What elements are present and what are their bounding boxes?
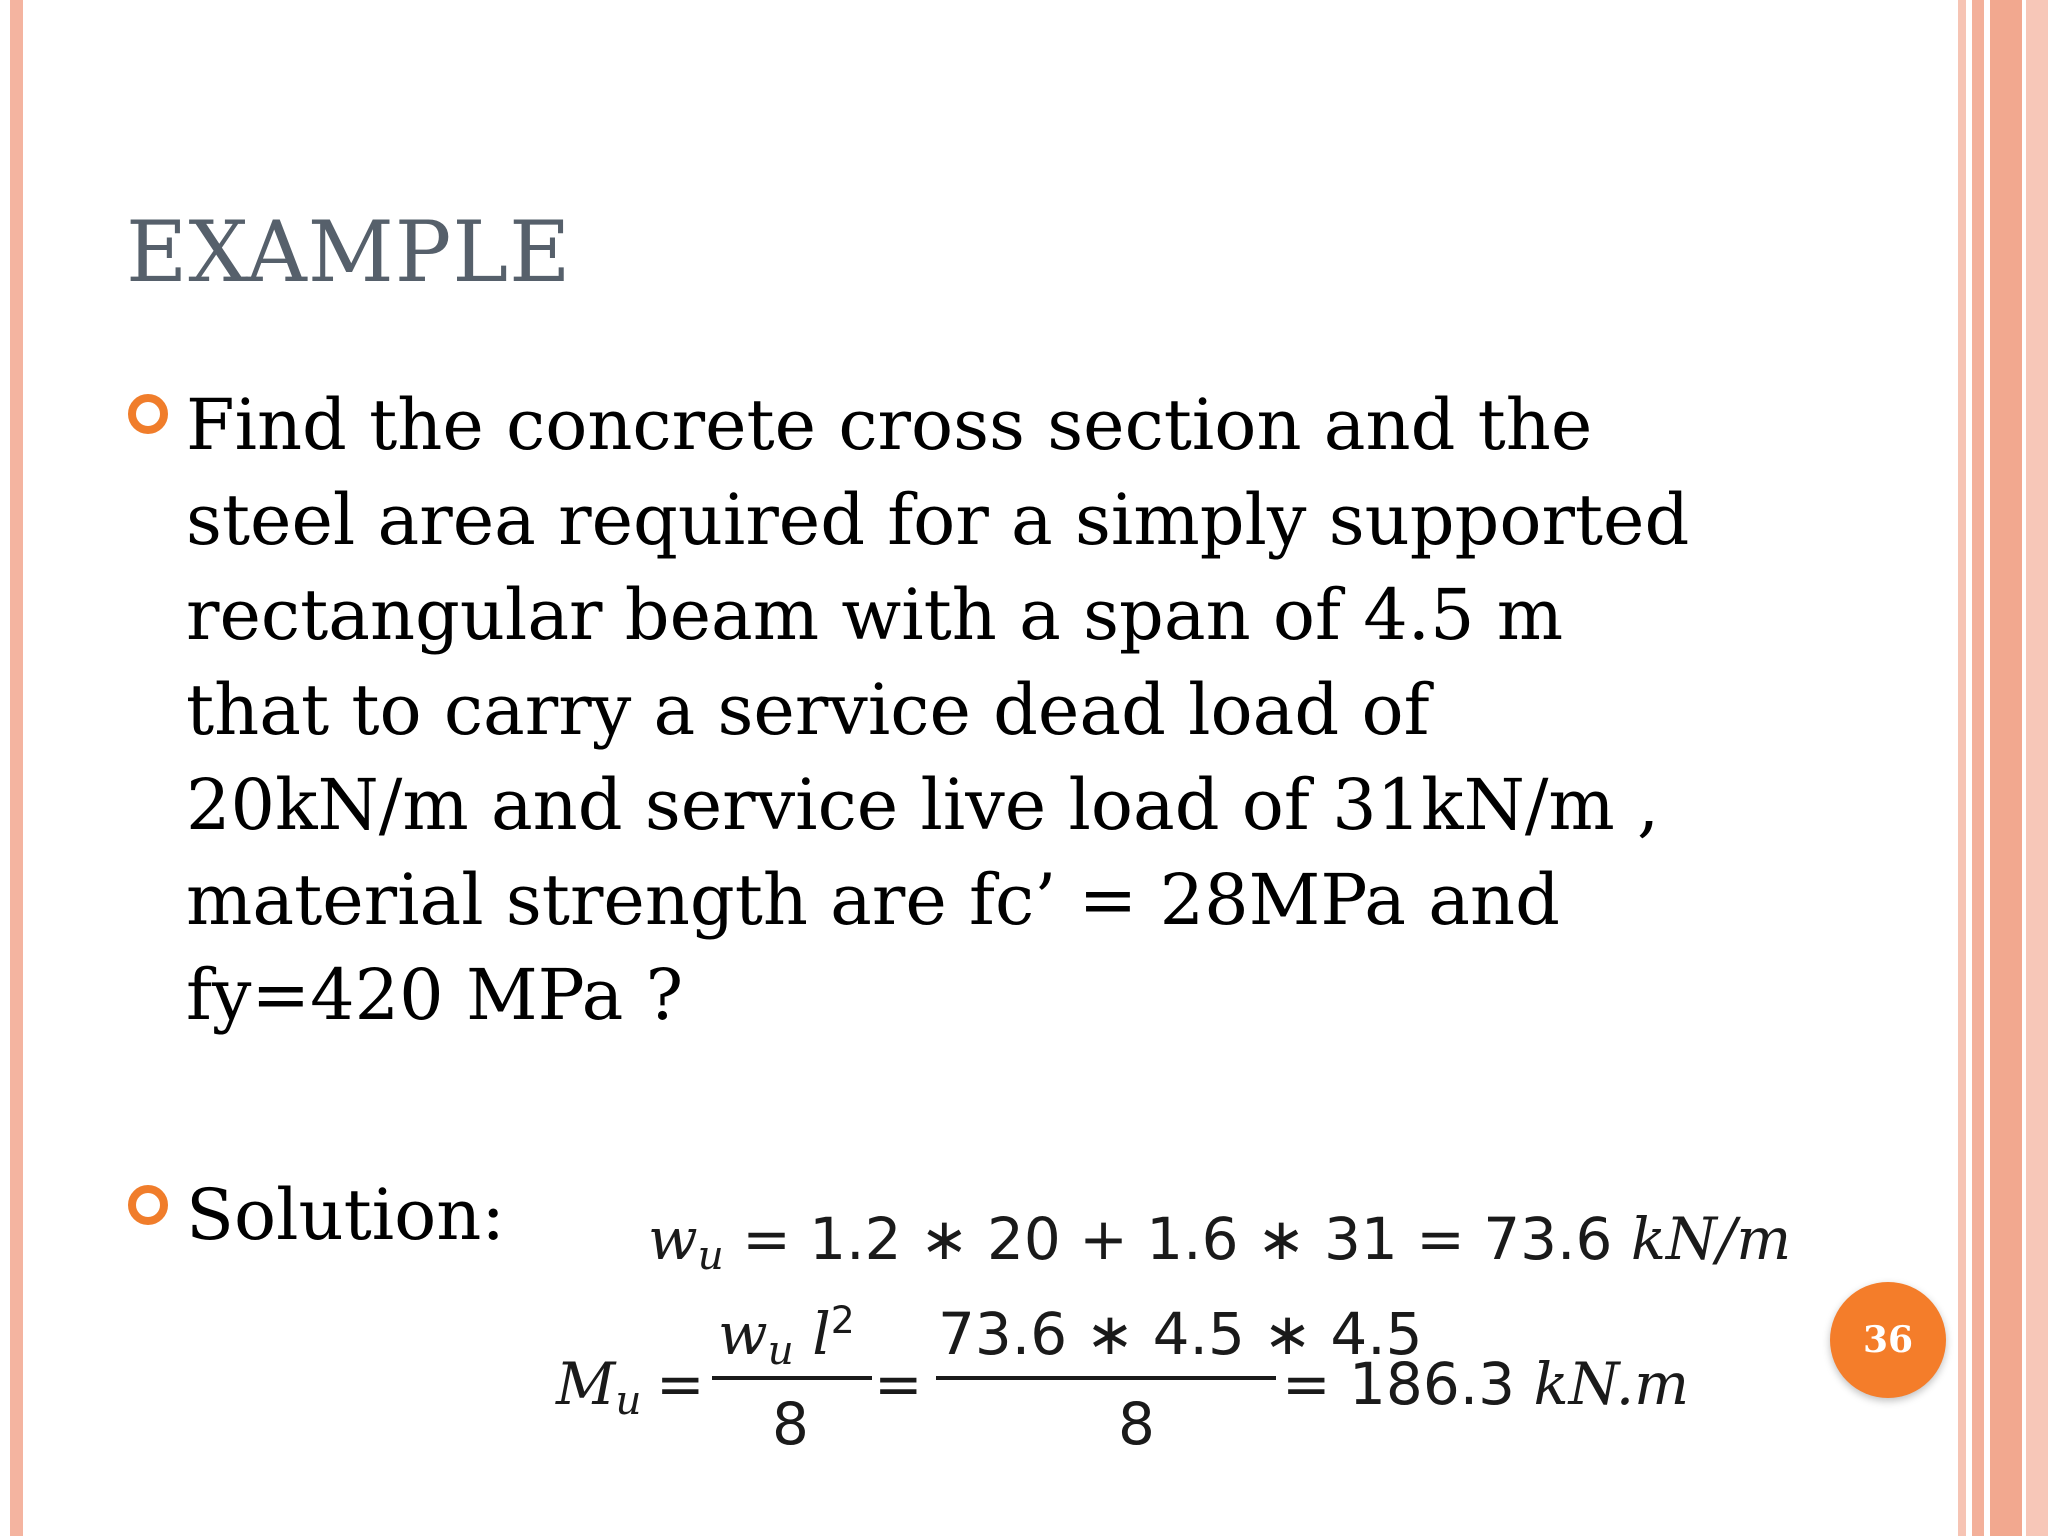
right-decorative-stripe [1958, 0, 1966, 1536]
wu-unit: kN/m [1630, 1205, 1792, 1273]
bullet-ring-icon [128, 1185, 168, 1225]
fraction2-bar [936, 1376, 1276, 1380]
mu-lhs [556, 1350, 642, 1425]
left-decorative-stripe [10, 0, 23, 1536]
mu-subscript: u [615, 1376, 642, 1425]
frac1-w-subscript: u [767, 1326, 794, 1375]
problem-line: fy=420 MPa ? [186, 954, 684, 1036]
frac1-w: w [718, 1300, 768, 1368]
fraction2-numerator: 73.6 ∗ 4.5 ∗ 4.5 [938, 1300, 1423, 1368]
fraction1-denominator: 8 [772, 1390, 809, 1458]
equals-sign: = [656, 1350, 705, 1418]
moment-result-unit: kN.m [1533, 1350, 1690, 1418]
problem-line: Find the concrete cross section and the [186, 384, 1593, 466]
right-decorative-stripe [2026, 0, 2048, 1536]
problem-line: that to carry a service dead load of [186, 669, 1430, 751]
equals-sign: = [874, 1350, 923, 1418]
frac1-power: 2 [830, 1298, 855, 1343]
wu-subscript: u [697, 1231, 724, 1280]
wu-symbol: w [648, 1205, 698, 1273]
fraction1-bar [712, 1376, 872, 1380]
problem-line: material strength are fc’ = 28MPa and [186, 859, 1560, 941]
fraction2-denominator: 8 [1118, 1390, 1155, 1458]
right-decorative-stripe [1990, 0, 2022, 1536]
bullet-ring-icon [128, 394, 168, 434]
problem-line: steel area required for a simply supported [186, 479, 1690, 561]
problem-line: rectangular beam with a span of 4.5 m [186, 574, 1564, 656]
mu-symbol: M [556, 1350, 616, 1418]
right-decorative-stripe [1972, 0, 1984, 1536]
moment-result [1282, 1350, 1689, 1418]
factored-load-equation [648, 1205, 1792, 1280]
solution-label: Solution: [186, 1174, 505, 1256]
frac1-l: l [793, 1300, 831, 1368]
page-number-badge: 36 [1830, 1282, 1946, 1398]
slide-title: EXAMPLE [126, 203, 572, 301]
moment-result-value: = 186.3 [1282, 1350, 1534, 1418]
problem-line: 20kN/m and service live load of 31kN/m , [186, 764, 1660, 846]
factored-moment-equation [556, 1300, 1756, 1460]
problem-statement [186, 378, 1746, 1043]
wu-expression: = 1.2 ∗ 20 + 1.6 ∗ 31 = 73.6 [723, 1205, 1631, 1273]
fraction1-numerator [718, 1298, 855, 1375]
